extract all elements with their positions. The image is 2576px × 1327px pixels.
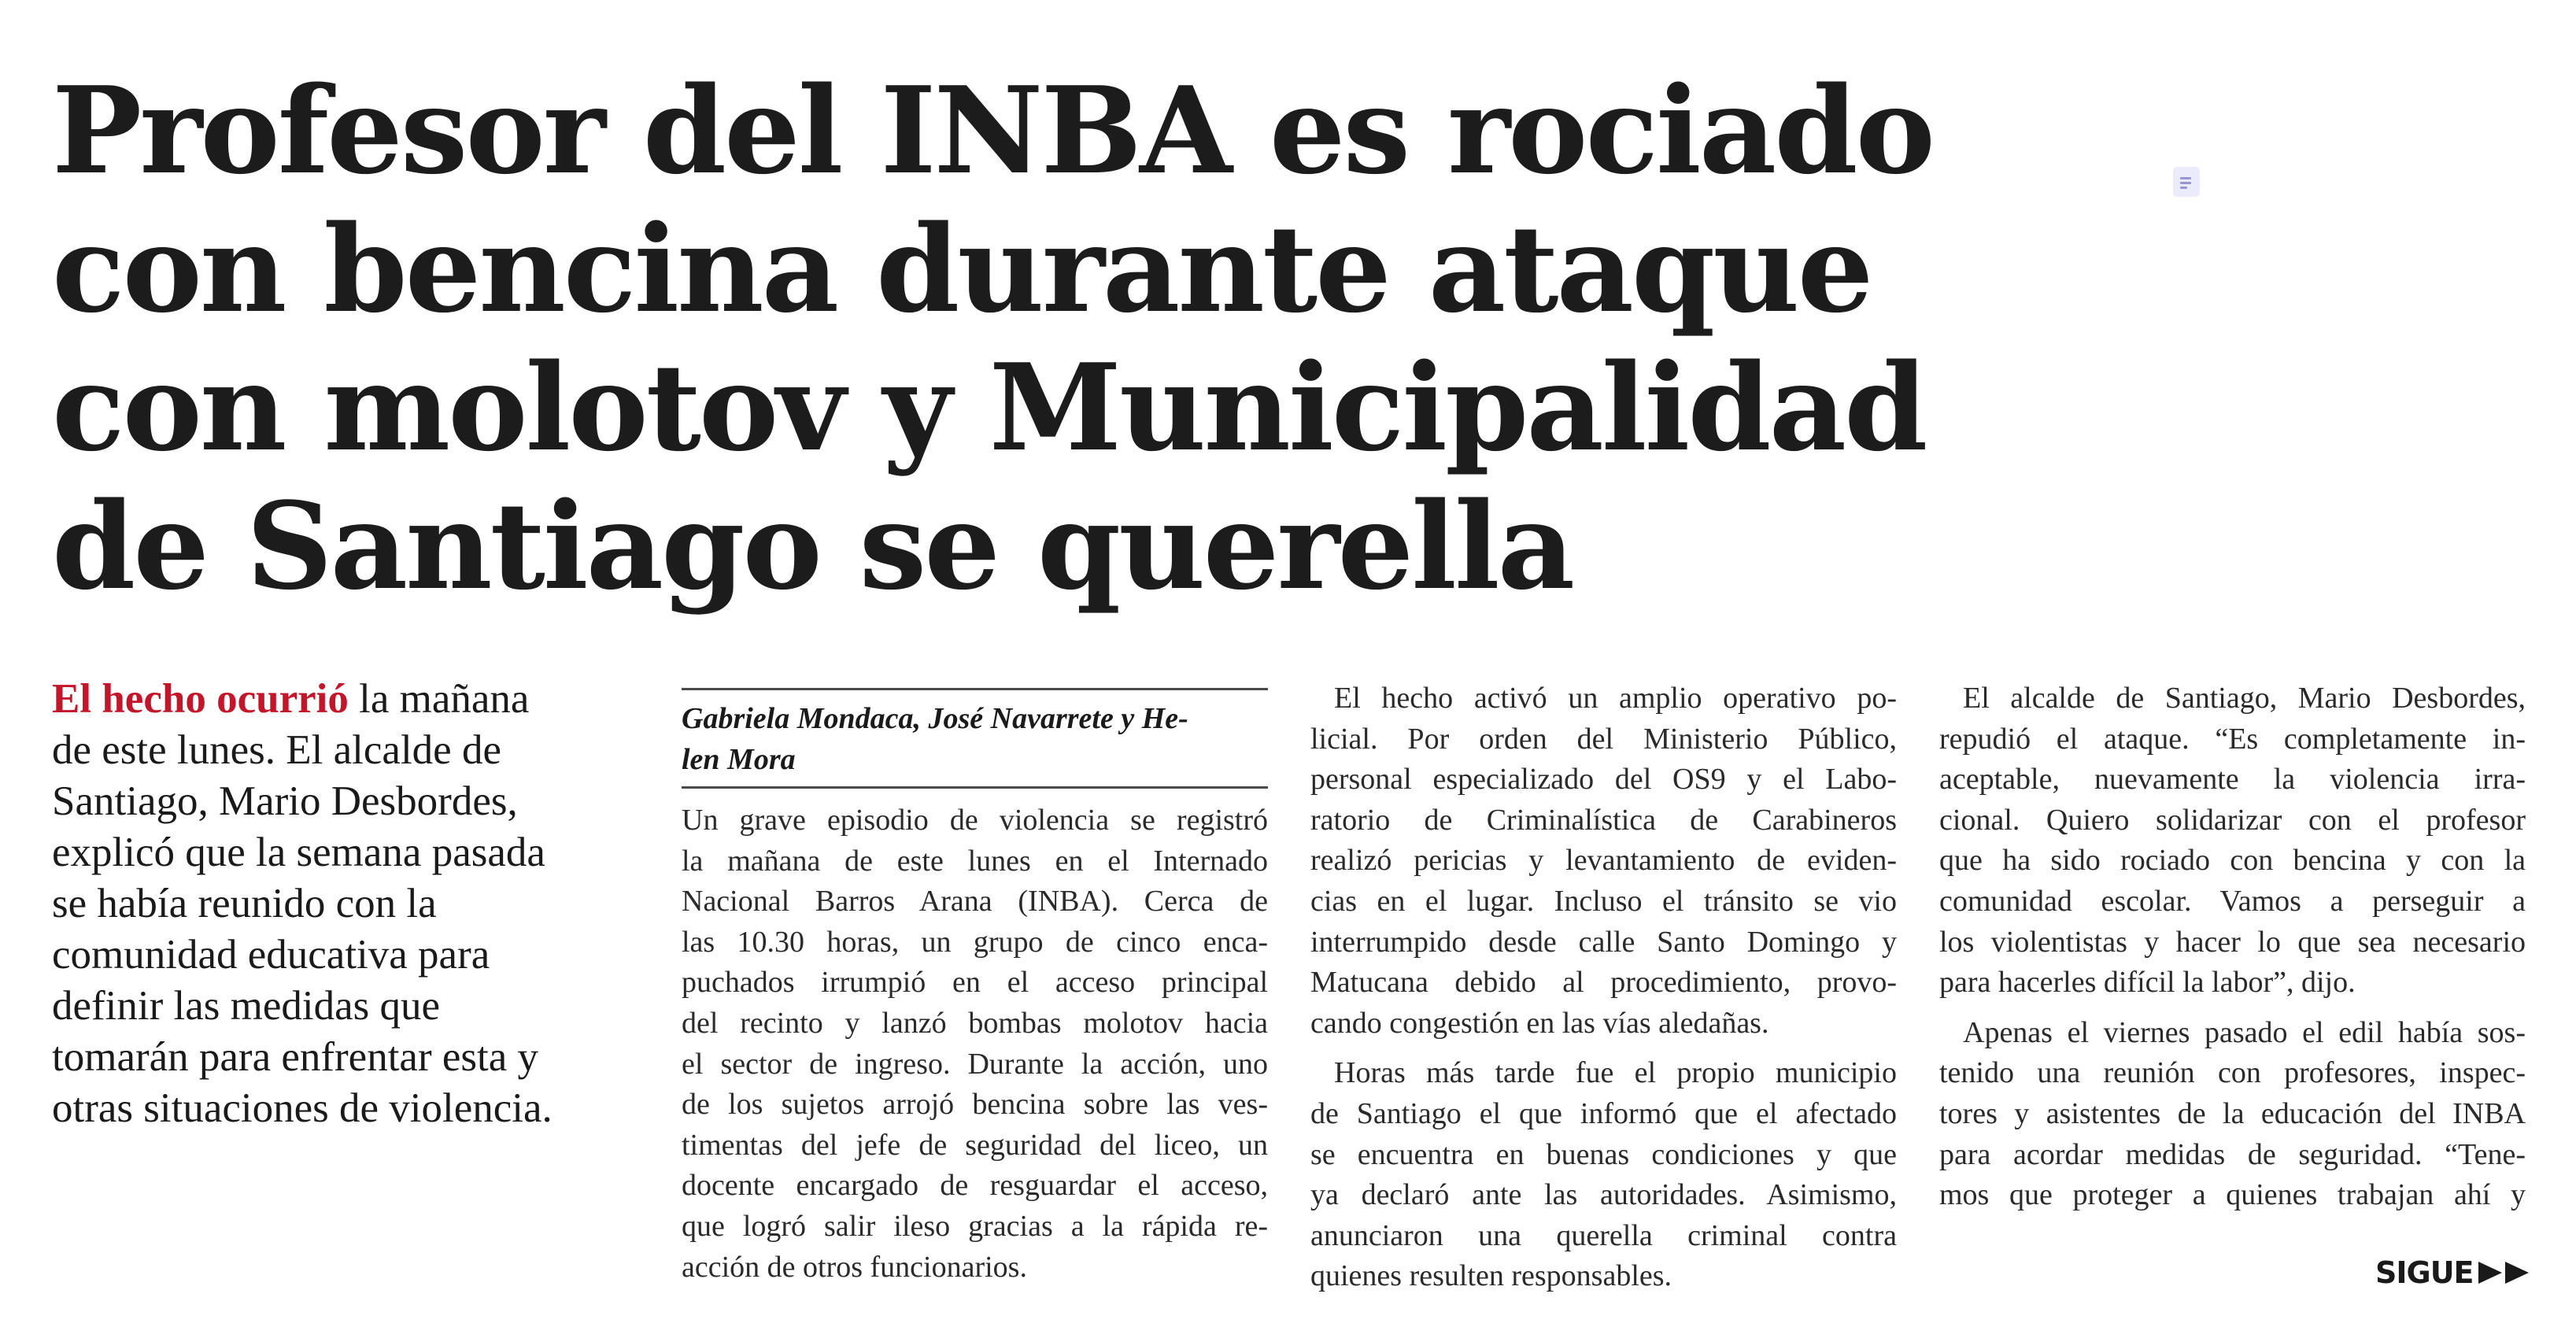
body-line: Horas más tarde fue el propio municipio	[1334, 1056, 1897, 1090]
body-column-2	[1310, 678, 1897, 1297]
body-line: ya declaró ante las autoridades. Asimismo,	[1310, 1178, 1897, 1212]
lead-line: definir las medidas que	[52, 983, 441, 1029]
body-line: Apenas el viernes pasado el edil había sos-	[1963, 1015, 2526, 1049]
body-line: comunidad escolar. Vamos a perseguir a	[1939, 884, 2526, 918]
body-line: quienes resulten responsables.	[1310, 1259, 1672, 1293]
body-line: tores y asistentes de la educación del INBA	[1939, 1096, 2526, 1130]
body-column-3	[1939, 678, 2526, 1216]
lead-line: se había reunido con la	[52, 881, 437, 926]
body-line: aceptable, nuevamente la violencia irra-	[1939, 763, 2526, 797]
body-line: tenido una reunión con profesores, inspec-	[1939, 1056, 2526, 1090]
body-line: anunciaron una querella criminal contra	[1310, 1218, 1897, 1252]
body-line: El alcalde de Santiago, Mario Desbordes,	[1963, 682, 2526, 715]
body-line: timentas del jefe de seguridad del liceo, un	[682, 1128, 1268, 1162]
body-line: acción de otros funcionarios.	[682, 1250, 1027, 1284]
body-line: se encuentra en buenas condiciones y que	[1310, 1137, 1897, 1171]
body-line: Un grave episodio de violencia se registró	[682, 804, 1268, 837]
lead-line: tomarán para enfrentar esta y	[52, 1034, 538, 1080]
headline	[52, 60, 1933, 616]
continue-label: SIGUE	[2375, 1255, 2474, 1290]
body-line: que ha sido rociado con bencina y con la	[1939, 844, 2526, 878]
body-line: Nacional Barros Arana (INBA). Cerca de	[682, 885, 1268, 919]
lead-line: comunidad educativa para	[52, 932, 490, 978]
body-line: mos que proteger a quienes trabajan ahí y	[1939, 1178, 2526, 1212]
body-line: las 10.30 horas, un grupo de cinco enca-	[682, 925, 1268, 959]
body-line: para acordar medidas de seguridad. “Tene-	[1939, 1137, 2526, 1171]
byline	[682, 688, 1268, 789]
body-line: cias en el lugar. Incluso el tránsito se vio	[1310, 884, 1897, 918]
body-line: personal especializado del OS9 y el Labo-	[1310, 763, 1897, 797]
body-line: de Santiago el que informó que el afectado	[1310, 1096, 1897, 1130]
body-line: puchados irrumpió en el acceso principal	[682, 966, 1268, 1000]
double-arrow-icon	[2478, 1260, 2530, 1285]
body-line: el sector de ingreso. Durante la acción, uno	[682, 1047, 1268, 1081]
lead-line: otras situaciones de violencia.	[52, 1085, 553, 1131]
note-icon[interactable]	[2173, 167, 2200, 197]
byline-line: Gabriela Mondaca, José Navarrete y He-	[682, 702, 1188, 735]
body-line: repudió el ataque. “Es completamente in-	[1939, 722, 2526, 756]
body-line: cando congestión en las vías aledañas.	[1310, 1006, 1769, 1040]
body-column-1	[682, 800, 1268, 1288]
body-line: docente encargado de resguardar el acceso,	[682, 1169, 1268, 1203]
body-line: El hecho activó un amplio operativo po-	[1334, 682, 1897, 715]
headline-line: con molotov y Municipalidad	[52, 337, 1926, 478]
body-line: Matucana debido al procedimiento, provo-	[1310, 966, 1897, 1000]
lead-line: Santiago, Mario Desbordes,	[52, 778, 518, 824]
continue-indicator	[2375, 1255, 2530, 1291]
body-line: los violentistas y hacer lo que sea necesario	[1939, 925, 2526, 959]
body-line: realizó pericias y levantamiento de eviden-	[1310, 844, 1897, 878]
body-line: que logró salir ileso gracias a la rápida re-	[682, 1209, 1268, 1243]
body-line: ratorio de Criminalística de Carabineros	[1310, 803, 1897, 837]
lead-kicker: El hecho ocurrió	[52, 676, 349, 722]
headline-line: Profesor del INBA es rociado	[52, 60, 1933, 201]
body-line: licial. Por orden del Ministerio Público,	[1310, 722, 1897, 756]
body-line: la mañana de este lunes en el Internado	[682, 844, 1268, 878]
headline-line: con bencina durante ataque	[52, 198, 1872, 339]
lead-first-rest: la mañana	[348, 676, 530, 722]
byline-line: len Mora	[682, 743, 796, 776]
lead-line	[52, 674, 658, 725]
body-line: para hacerles difícil la labor”, dijo.	[1939, 966, 2356, 1000]
body-line: cional. Quiero solidarizar con el profesor	[1939, 803, 2526, 837]
body-line: interrumpido desde calle Santo Domingo y	[1310, 925, 1897, 959]
lead-line: explicó que la semana pasada	[52, 830, 545, 875]
body-line: del recinto y lanzó bombas molotov hacia	[682, 1006, 1268, 1040]
body-line: de los sujetos arrojó bencina sobre las ves-	[682, 1088, 1268, 1122]
headline-line: de Santiago se querella	[52, 475, 1573, 616]
lead-paragraph	[52, 674, 658, 1134]
lead-line: de este lunes. El alcalde de	[52, 727, 501, 773]
